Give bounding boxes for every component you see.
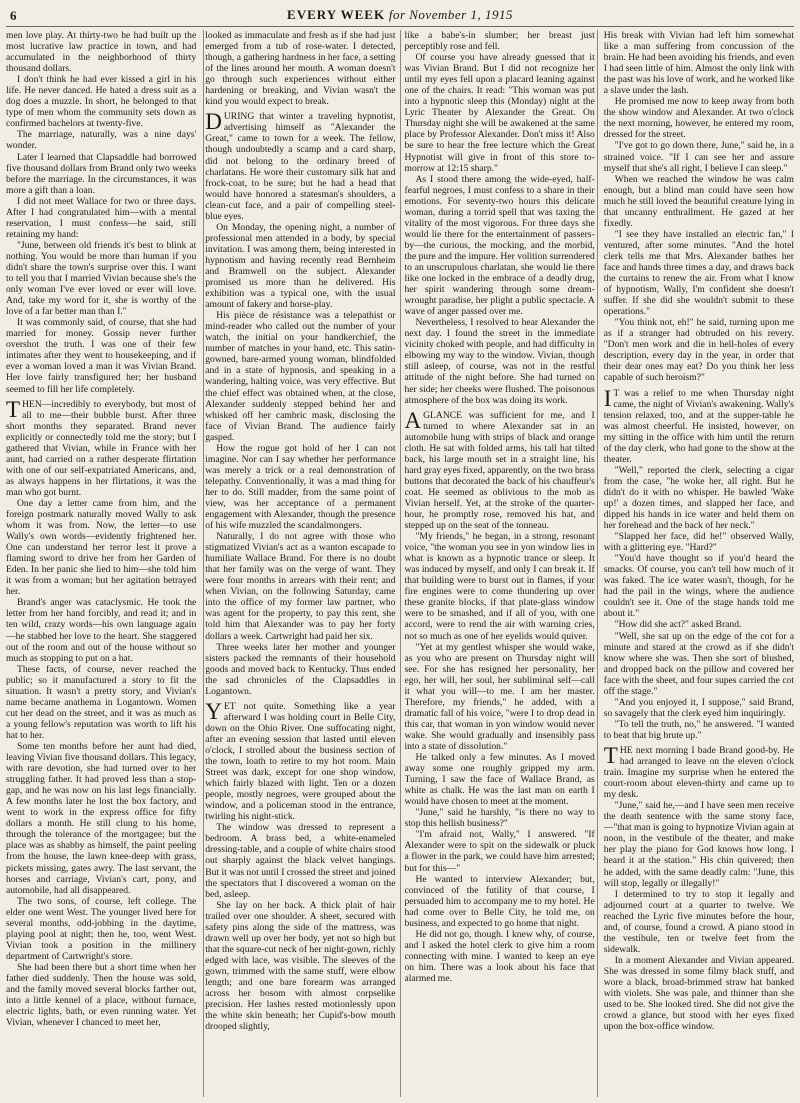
paragraph: "I see they have installed an electric fan," I ventured, after some minutes. "And the hotel clerk tells me that Mrs. Alexander bathes her face and hands three times a day, and draws back the curtains to renew the air. From what I know of hypnotism, Wally, I'm confident she doesn't suffer. If she did she wouldn't submit to these operations." [603,228,794,318]
paragraph: "My friends," he began, in a strong, resonant voice, "the woman you see in yon window lies in what is known as a hypnotic trance or sleep. It was induced by myself, and only I can break it. If that building were to burst out in flames, if your fire engines were to come thundering up over these granite blocks, if that plate-glass window were to be smashed, and if all of you, with one accord, were to rend the air with warning cries, not so much as one of her eyelids would quiver. [404,531,595,642]
paragraph: He talked only a few minutes. As I moved away some one roughly gripped my arm. Turning, I saw the face of Wallace Brand, as white as chalk. He was the last man on earth I would have chosen to meet at the moment. [404,752,595,808]
paragraph: He promised me now to keep away from both the show window and Alexander. At two o'clock the next morning, however, he entered my room, dressed for the street. [603,96,794,141]
paragraph: Naturally, I do not agree with those who stigmatized Vivian's act as a wanton escapade to humiliate Wallace Brand. For there is no doubt that her family was on the verge of want. They were four months in arrears with their rent; and when Vivian, on the following Saturday, came into the office of my former law partner, who was agent for the property, to pay this rent, she told him that Alexander was to pay her forty dollars a week. Cartwright had paid her six. [205,531,396,642]
paragraph: "Slapped her face, did he!" observed Wally, with a glittering eye. "Hard?" [603,531,794,554]
column-rule [203,30,204,1097]
paragraph: "You'd have thought so if you'd heard the smacks. Of course, you can't tell how much of it was faked. The ice water wasn't, though, for he had the pail in the wings, where the audience couldn't see it. One of the stage hands told me about it." [603,553,794,620]
paragraph: Three weeks later her mother and younger sisters packed the remnants of their household goods and moved back to Kentucky. Thus ended the sad chronicles of the Clapsaddles in Logantown. [205,641,396,697]
paragraph: On Monday, the opening night, a number of professional men attended in a body, by special invitation. I was among them, being interested in hypnotism and having recently read Bernheim and Bramwell on the subject. Alexander promised us more than he delivered. His exhibition was a typical one, with the usual amount of fakery and horse-play. [205,221,396,311]
paragraph: Nevertheless, I resolved to hear Alexander the next day. I found the street in the immediate vicinity choked with people, and had difficulty in elbowing my way to the window. Vivian, though still asleep, of course, was not in the restful attitude of the night before. She had turned on her side; her cheeks were flushed. The poisonous atmosphere of the box was doing its work. [404,317,595,406]
column-rule [597,30,598,1097]
issue-dateline: for November 1, 1915 [388,7,513,22]
section-opening-paragraph: AGLANCE was sufficient for me, and I turned to where Alexander sat in an automobile hung with strips of black and orange cloth. He sat with folded arms, his tall hat tilted back, his large mouth set in a straight line, his hard gray eyes fixed, apparently, on the two brass buttons that decorated the back of his chauffeur's coat. He seemed as oblivious to the mob as Vivian herself. Yet, at the stroke of the quarter-hour, he promptly rose, removed his hat, and stepped up on the seat of the tonneau. [404,407,595,532]
section-opening-paragraph: YET not quite. Something like a year afterward I was holding court in Belle City, down on the Ohio River. One suffocating night, after an evening session that lasted until eleven o'clock, I strolled about the business section of the town, loath to retire to my hot room. Main Street was dark, except for one shop window, which fairly blazed with light. Ten or a dozen people, mostly negroes, were grouped about the window, and a policeman stood in the entrance, twirling his night-stick. [205,698,396,823]
paragraph: The window was dressed to represent a bedroom. A brass bed, a white-enameled dressing-table, and a couple of white chairs stood out sharply against the black velvet hangings. But it was not until I crossed the street and joined the spectators that I discovered a woman on the bed, asleep. [205,822,396,900]
paragraph: "To tell the truth, no," he answered. "I wanted to beat that big brute up." [603,718,794,741]
paragraph: men love play. At thirty-two he had built up the most lucrative law practice in town, and had accumulated in the neighborhood of thirty thousand dollars. [6,30,197,75]
page-number: 6 [10,8,17,23]
paragraph: "Well, she sat up on the edge of the cot for a minute and stared at the crowd as if she didn't know where she was. Then she sort of blushed, and dropped back on the pillow and covered her face with the sheet, and four supes carried the cot off the stage." [603,630,794,697]
paragraph: As I stood there among the wide-eyed, half-fearful negroes, I must confess to a share in their emotions. For seventy-two hours this delicate woman, during a torrid spell that was taxing the vitality of the most vigorous. For three days she would lie there for the entertainment of passers-by—the curious, the mocking, and the morbid, the pure and the impure. Her volition surrendered to an unscrupulous charlatan, she would lie there like one locked in the embrace of a deadly drug, her spirit wandering through some dream-wrought paradise, her plight a public spectacle. A wave of anger passed over me. [404,173,595,318]
column-3 [405,30,595,1097]
paragraph: I don't think he had ever kissed a girl in his life. He never danced. He hated a dress suit as a dog does a muzzle. In short, he belonged to that type of men whom the community sets down as confirmed bachelors at twenty-five. [6,74,197,130]
paragraph: Later I learned that Clapsaddle had borrowed five thousand dollars from Brand only two weeks before the marriage. In the circumstances, it was more a gift than a loan. [6,151,197,196]
paragraph: These facts, of course, never reached the public; so it manufactured a story to fit the situation. It wasn't a pretty story, and Vivian's name became anathema in Logantown. Women cut her dead on the street, and it was as much as a young fellow's reputation was worth to lift his hat to her. [6,663,197,741]
paragraph: How the rogue got hold of her I can not imagine. Nor can I say whether her performance was merely a trick or a real demonstration of telepathy. Conventionally, it was a mad thing for her to do. Still madder, from the same point of view, was her acceptance of a permanent engagement with Alexander, though the presence of his wife muzzled the scandalmongers. [205,442,396,532]
paragraph: He wanted to interview Alexander; but, convinced of the futility of that course, I persuaded him to accompany me to my hotel. He had come over to Belle City, he told me, on business, and expected to go home that night. [404,873,595,929]
section-opening-paragraph: THEN—incredibly to everybody, but most of all to me—their bubble burst. After three short months they separated. Brand never explicitly or connectedly told me the story; but I gathered that Vivian, while in France with her aunt, had carried on a rather desperate flirtation with one of our self-expatriated Americans, and, as always happens in her flirtations, it was the man who got burnt. [6,396,197,498]
paragraph: "I'm afraid not, Wally," I answered. "If Alexander were to spit on the sidewalk or pluck a flower in the park, we could have him arrested; but for this—" [404,829,595,874]
paragraph: The two sons, of course, left college. The elder one went West. The younger lived here for several months, odd-jobbing in the daytime, playing pool at night; then he, too, went West. Vivian took a position in the millinery department of Cartwright's store. [6,895,197,962]
paragraph: Some ten months before her aunt had died, leaving Vivian five thousand dollars. This legacy, with rare devotion, she had turned over to her struggling father. It had proved less than a stop-gap, and he was now on his last legs financially. A few months later he lost the box factory, and went to work in the express office for fifty dollars a month. He still clung to his home, through the tolerance of the mortgagee; but the place was as shabby as himself, the paint peeling from the house, the lawn knee-deep with grass, pickets missing, gates awry. The last servant, the horses and carriage, Vivian's cart, pony, and automobile, had all disappeared. [6,741,197,896]
paragraph: looked as immaculate and fresh as if she had just emerged from a tub of rose-water. I detected, though, a gathering hardness in her face, a setting of the lines around her mouth. A woman doesn't go through such experiences without either hardening or breaking, and Vivian wasn't the kind you would expect to break. [205,30,396,108]
paragraph: "And you enjoyed it, I suppose," said Brand, so savagely that the clerk eyed him inquiringly. [603,696,794,719]
paragraph: "June," said he harshly, "is there no way to stop this hellish business?" [404,807,595,830]
publication-title: EVERY WEEK [287,7,386,22]
column-rule [400,30,401,1097]
paragraph: His break with Vivian had left him somewhat like a man suffering from concussion of the brain. He had been avoiding his friends, and even I had seen little of him. Almost the only link with the past was his love of work, and he worked like a slave under the lash. [603,30,794,97]
paragraph: He did not go, though. I knew why, of course, and I asked the hotel clerk to give him a room connecting with mine. I wanted to keep an eye on him. There was a look about his face that alarmed me. [404,928,595,984]
paragraph: In a moment Alexander and Vivian appeared. She was dressed in some filmy black stuff, and wore a black, broad-brimmed straw hat banked with violets. She was pale, and thinner than she used to be. She looked tired. She did not give the crowd a glance, but stood with her eyes fixed upon the box-office window. [603,954,794,1033]
paragraph: Brand's anger was cataclysmic. He took the letter from her hand forcibly, and read it; and in ten wild, crazy words—his own language again—he stabbed her love to the heart. She staggered out of the room and out of the house without so much as stopping to put on a hat. [6,597,197,664]
paragraph: The marriage, naturally, was a nine days' wonder. [6,129,197,152]
paragraph: She lay on her back. A thick plait of hair trailed over one shoulder. A sheet, secured with safety pins along the side of the mattress, was drawn well up over her body, yet not so high but that the square-cut neck of her night-gown, richly edged with lace, was visible. The sleeves of the gown, trimmed with the same stuff, were elbow length; and one bare forearm was arranged across her bosom with almost corpselike precision. Her lashes rested motionlessly upon the white skin beneath; her Cupid's-bow mouth drooped slightly, [205,899,396,1033]
section-opening-paragraph: IT was a relief to me when Thursday night came, the night of Vivian's awakening. Wally's tension relaxed, too, and at the supper-table he was almost cheerful. He insisted, however, on my sitting in the office with him until the return of the day clerk, who had gone to the show at the theater. [603,385,794,465]
paragraph: "Yet at my gentlest whisper she would wake, as you who are present on Thursday night will see. For she has resigned her personality, her ego, her will, her soul, her subliminal self—call it what you will—to me. I am her master. Therefore, my friends," he added, with a dramatic fall of his voice, "were I to drop dead in this car, that woman in yon window would never wake. She would gradually and insensibly pass into a state of dissolution." [404,641,595,752]
paragraph: His pièce de résistance was a telepathist or mind-reader who called out the number of your watch, the initial on your handkerchief, the number of matches in your hand, etc. This satin-gowned, bare-armed young woman, blindfolded and in a state of hypnosis, and speaking in a wandering, halting voice, was very effective. But the chief effect was obtained when, at the close, Alexander suddenly stepped behind her and whisked off her cambric mask, disclosing the face of Vivian Brand. The audience fairly gasped. [205,310,396,443]
paragraph: I did not meet Wallace for two or three days. After I had congratulated him—with a mental reservation, I must confess—he said, still retaining my hand: [6,195,197,240]
paragraph: I determined to try to stop it legally and adjourned court at a quarter to twelve. We reached the Lyric five minutes before the hour, and, of course, found a crowd. A piano stood in the vestibule, ten or twelve feet from the sidewalk. [603,888,794,955]
running-head [6,7,794,23]
section-opening-paragraph: THE next morning I bade Brand good-by. He had arranged to leave on the eleven o'clock train. Imagine my surprise when he entered the court-room about eleven-thirty and came up to my desk. [603,743,794,801]
paragraph: It was commonly said, of course, that she had married for money. Gossip never further overshot the truth. I was one of their few intimates after they went to housekeeping, and if ever a woman loved a man it was Vivian Brand. Her love fairly transfigured her; her husband seemed to fill her life completely. [6,317,197,395]
column-2 [205,30,395,1097]
paragraph: Of course you have already guessed that it was Vivian Brand. But I did not recognize her until my eyes fell upon a placard leaning against one of the chairs. It read: "This woman was put into a hypnotic sleep this (Monday) night at the Lyric Theater by Alexander the Great. On Thursday night she will be awakened at the same place by Professor Alexander. Don't miss it! Also be sure to hear the free lecture which the Great Hypnotist will give in front of this store to-morrow at 12:15 sharp." [404,52,595,174]
paragraph: like a babe's-in slumber; her breast just perceptibly rose and fell. [404,30,595,53]
paragraph: "June," said he,—and I have seen men receive the death sentence with the same stony face,—"that man is going to hypnotize Vivian again at noon, in the vestibule of the theater, and make her play the piano for God knows how long. I heard it at the station." His chin quivered; then he added, with the same deadly calm: "June, this will stop, legally or illegally!" [603,800,794,889]
paragraph: One day a letter came from him, and the foreign postmark naturally moved Wally to ask whom it was from. Now, the letter—to use Wally's own words—evidently frightened her. One can understand her terror lest it prove a flaming sword to drive her from her Garden of Eden. In her panic she lied to him—she told him it was from a woman; but her agitation betrayed her. [6,497,197,598]
paragraph: "June, between old friends it's best to blink at nothing. You would be more than human if you didn't share the town's surprise over this. I want to tell you that I married Vivian because she's the only woman I've ever loved or ever will love. And, take my word for it, she is worthy of the love of a far better man than I." [6,239,197,318]
column-4 [604,30,794,1097]
paragraph: "I've got to go down there, June," said he, in a strained voice. "If I can see her and assure myself that she's all right, I believe I can sleep." [603,140,794,174]
paragraph: When we reached the window he was calm enough, but a blind man could have seen how much he still loved the beautiful creature lying in that uncanny enthrallment. He gazed at her fixedly. [603,173,794,229]
paragraph: "You think not, eh!" he said, turning upon me as if a stranger had obtruded on his revery. "Don't men work and die in hell-holes of every description, every day in the year, in order that their dear ones may eat? Do you think her less capable of such heroism?" [603,317,794,384]
paragraph: "Well," reported the clerk, selecting a cigar from the case, "he woke her, all right. But he didn't do it with no whisper. He bawled 'Wake up!' a dozen times, and slapped her face, and dipped his hands in ice water and held them on her forehead and the back of her neck." [603,464,794,532]
section-opening-paragraph: DURING that winter a traveling hypnotist, advertising himself as "Alexander the Great," came to town for a week. The fellow, though undoubtedly a scamp and a card sharp, did not belong to the ordinary breed of charlatans. He wore their customary silk hat and frock-coat, to be sure; but he had a head that would have honored a statesman's shoulders, a clean-cut face, and a pair of compelling steel-blue eyes. [205,109,396,222]
page-header [6,4,794,27]
paragraph: She had been there but a short time when her father died suddenly. Then the house was sold, and the family moved several blocks farther out, into a little kennel of a place, without furnace, electric lights, bath, or even running water. Yet Vivian, whenever I chanced to meet her, [6,961,197,1029]
column-1 [6,30,196,1097]
paragraph: "How did she act?" asked Brand. [614,619,742,631]
